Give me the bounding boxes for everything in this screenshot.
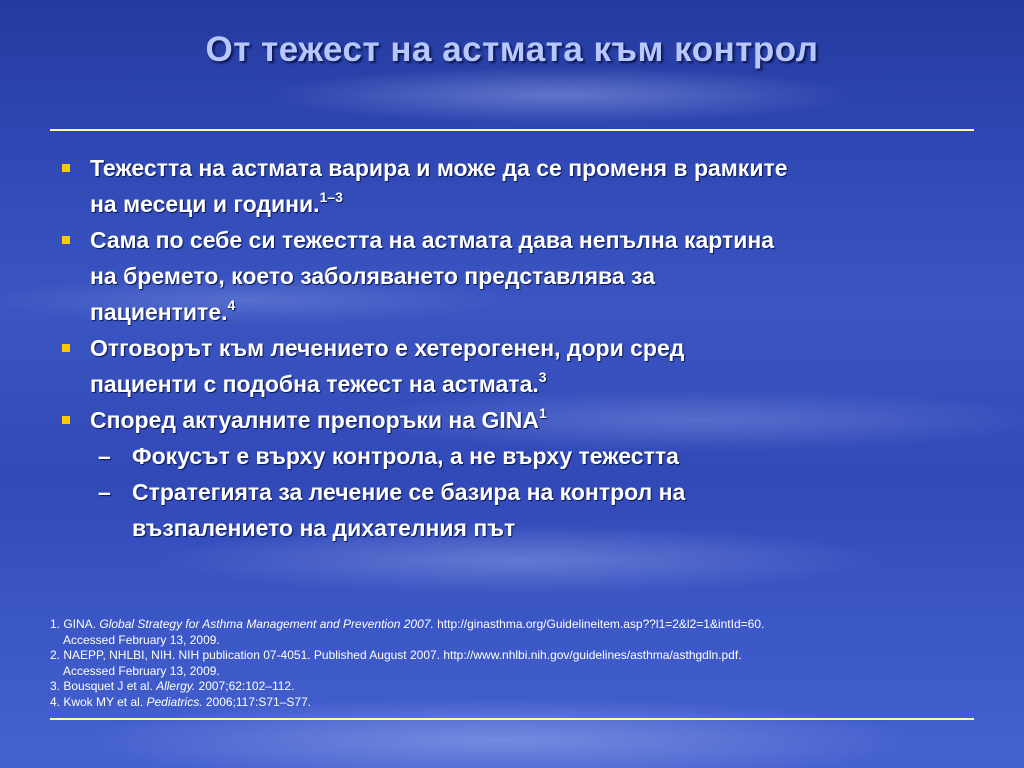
reference-superscript: 1: [539, 405, 547, 421]
slide-title: От тежест на астмата към контрол: [205, 30, 819, 69]
bullet-text: на месеци и години.: [90, 191, 320, 217]
references: [50, 617, 980, 710]
reference-continuation: Accessed February 13, 2009.: [63, 632, 220, 647]
title-divider: [50, 129, 974, 131]
reference-title: Global Strategy for Asthma Management and Prevention 2007.: [99, 617, 434, 631]
sub-bullet-item: [62, 438, 962, 474]
bullet-text: на бремето, което заболяването представлява за: [90, 263, 655, 289]
reference-text: http://ginasthma.org/Guidelineitem.asp??l1=2&l2=1&intId=60.: [433, 617, 765, 631]
bullet-item: [62, 222, 962, 330]
reference-title: Pediatrics.: [146, 694, 203, 709]
sub-bullet-text: Фокусът е върху контрола, а не върху тежестта: [132, 443, 679, 469]
bullet-text: Тежестта на астмата варира и може да се променя в рамките: [90, 155, 788, 181]
bullet-text: Сама по себе си тежестта на астмата дава непълна картина: [90, 227, 775, 253]
reference-text: 2006;117:S71–S77.: [202, 694, 312, 709]
square-bullet-icon: [62, 164, 70, 172]
reference-superscript: 4: [227, 297, 236, 313]
sub-bullet-text: възпалението на дихателния път: [132, 515, 516, 541]
reference-title: Allergy.: [156, 679, 196, 693]
bullet-text: Отговорът към лечението е хетерогенен, дори сред: [90, 335, 685, 361]
bullet-item: [62, 330, 962, 402]
reference-superscript: 3: [538, 369, 547, 385]
footer-divider: [50, 718, 974, 720]
bullet-text: Според актуалните препоръки на GINA: [90, 407, 539, 433]
bullet-item: [62, 402, 962, 438]
square-bullet-icon: [62, 416, 70, 424]
sub-bullet-item: [62, 474, 962, 546]
reference-item: 2. NAEPP, NHLBI, NIH. NIH publication 07-4051. Published August 2007. http://www.nhlbi.nih.gov/guidelines/asthma/asthgdln.pdf.: [50, 648, 742, 662]
bullet-text: пациенти с подобна тежест на астмата.: [90, 371, 539, 397]
square-bullet-icon: [62, 236, 70, 244]
bullet-text: пациентите.: [90, 299, 228, 325]
reference-item: [50, 679, 980, 695]
reference-text: 3. Bousquet J et al.: [50, 679, 157, 693]
bullet-item: [62, 150, 962, 222]
dash-bullet-icon: –: [98, 479, 111, 505]
reference-text: 2007;62:102–112.: [195, 679, 295, 693]
reference-item: [50, 617, 980, 633]
reference-text: 4. Kwok MY et al.: [50, 694, 147, 709]
square-bullet-icon: [62, 344, 70, 352]
sub-bullet-text: Стратегията за лечение се базира на контрол на: [132, 479, 686, 505]
bullet-list: [62, 150, 962, 546]
dash-bullet-icon: –: [98, 443, 111, 469]
reference-continuation: Accessed February 13, 2009.: [63, 663, 220, 678]
reference-item: [50, 695, 980, 711]
reference-text: 1. GINA.: [50, 617, 100, 631]
reference-superscript: 1–3: [319, 189, 343, 205]
